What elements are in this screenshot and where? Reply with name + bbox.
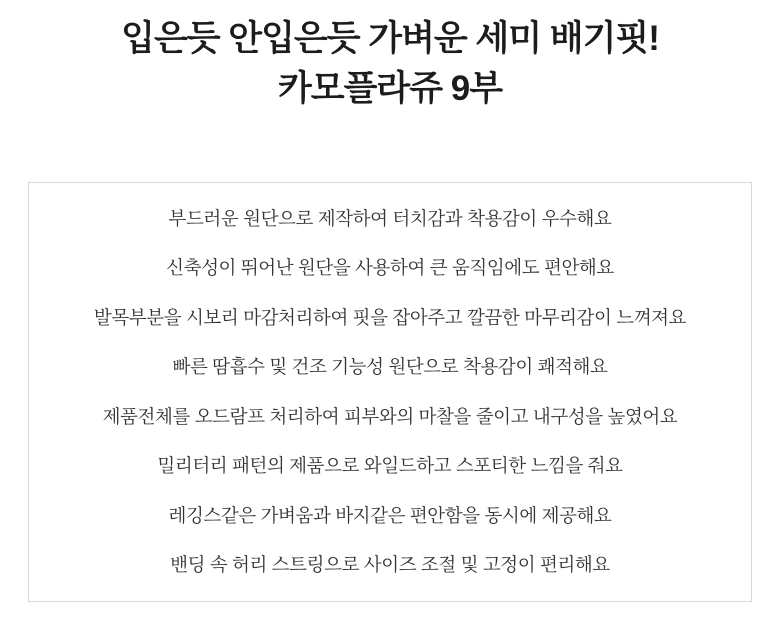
- headline-line-2: 카모플라쥬 9부: [277, 68, 503, 108]
- list-item: 레깅스같은 가벼움과 바지같은 편안함을 동시에 제공해요: [168, 504, 612, 526]
- list-item: 부드러운 원단으로 제작하여 터치감과 착용감이 우수해요: [168, 207, 612, 229]
- list-item: 밀리터리 패턴의 제품으로 와일드하고 스포티한 느낌을 줘요: [157, 455, 623, 476]
- headline-line-1: 입은듯 안입은듯 가벼운 세미 배기핏!: [121, 19, 659, 58]
- list-item: 빠른 땀흡수 및 건조 기능성 원단으로 착용감이 쾌적해요: [172, 356, 608, 377]
- list-item: 발목부분을 시보리 마감처리하여 핏을 잡아주고 깔끔한 마무리감이 느껴져요: [93, 306, 687, 328]
- list-item: 밴딩 속 허리 스트링으로 사이즈 조절 및 고정이 편리해요: [170, 554, 610, 575]
- list-item: 신축성이 뛰어난 원단을 사용하여 큰 움직임에도 편안해요: [166, 257, 614, 278]
- feature-list: [29, 194, 751, 590]
- page-title: [0, 0, 780, 113]
- list-item: 제품전체를 오드람프 처리하여 피부와의 마찰을 줄이고 내구성을 높였어요: [102, 405, 678, 427]
- feature-list-box: [28, 182, 752, 602]
